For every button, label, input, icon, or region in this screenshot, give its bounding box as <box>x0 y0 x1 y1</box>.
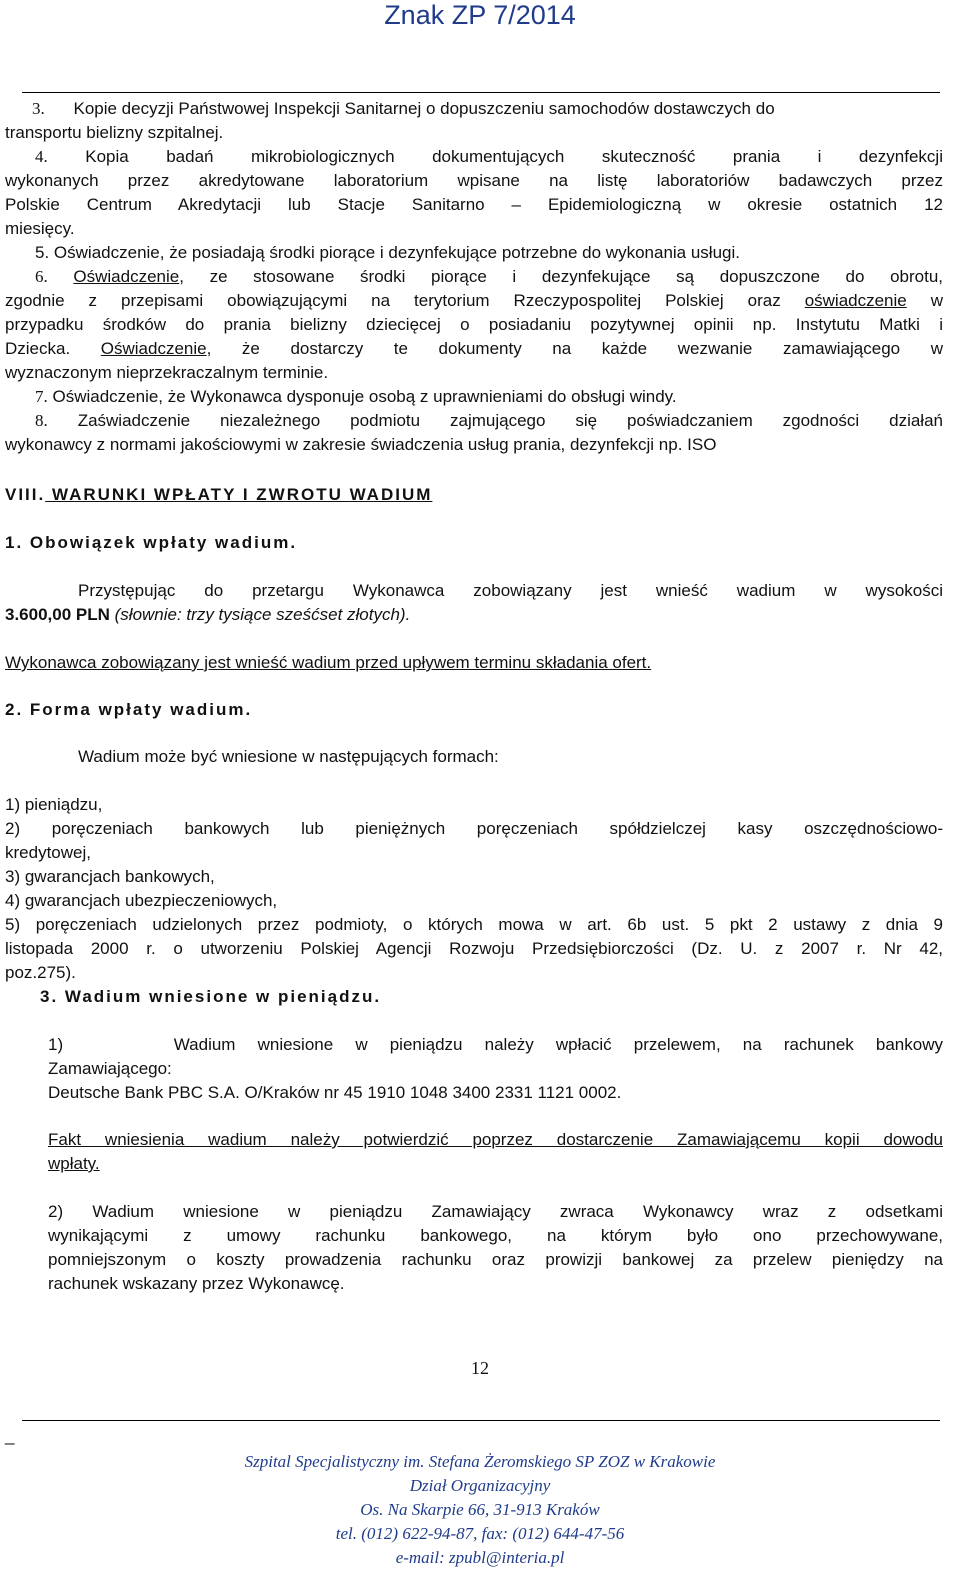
subsection-3-heading: 3. Wadium wniesione w pieniądzu. <box>40 987 382 1006</box>
deposit-amount-line <box>5 603 410 627</box>
refund-paragraph-line-3: pomniejszonym o koszty prowadzenia rachunku oraz prowizji bankowej za przelew pieniędzy na <box>48 1250 943 1269</box>
refund-paragraph-line-1: 2) Wadium wniesione w pieniądzu Zamawiający zwraca Wykonawcy wraz z odsetkami <box>48 1202 943 1221</box>
footer-address: Os. Na Skarpie 66, 31-913 Kraków <box>360 1500 600 1519</box>
cash-deposit-paragraph: 1) Wadium wniesione w pieniądzu należy wpłacić przelewem, na rachunek bankowy <box>48 1035 943 1054</box>
item-6-line-2: zgodnie z przepisami obowiązującymi na terytorium Rzeczypospolitej Polskiej oraz oświadczenie w <box>5 291 943 310</box>
form-item-2: 2) poręczeniach bankowych lub pieniężnych poręczeniach spółdzielczej kasy oszczędnościowo- <box>5 819 943 838</box>
underlined-term: Oświadczenie <box>100 339 207 358</box>
item-8-line-2: wykonawcy z normami jakościowymi w zakresie świadczenia usług prania, dezynfekcji np. ISO <box>5 435 717 454</box>
item-number: 5. <box>35 243 50 262</box>
form-item-1: 1) pieniądzu, <box>5 795 103 814</box>
item-3-cont: transportu bielizny szpitalnej. <box>5 123 224 142</box>
item-4 <box>35 145 943 169</box>
footer-email: e-mail: zpubl@interia.pl <box>395 1548 565 1567</box>
footer-department: Dział Organizacyjny <box>409 1476 551 1495</box>
item-6-line-3: przypadku środków do prania bielizny dziecięcej o posiadaniu pozytywnej opinii np. Instytutu Matki i <box>5 315 943 334</box>
footer-phone-fax: tel. (012) 622-94-87, fax: (012) 644-47-56 <box>335 1524 625 1543</box>
proof-note-cont: wpłaty. <box>48 1154 100 1173</box>
footnote-mark: _ <box>5 1426 15 1445</box>
item-text: Kopia badań mikrobiologicznych dokumentujących skuteczność prania i dezynfekcji <box>85 147 943 166</box>
item-number: 3. <box>32 99 45 118</box>
cash-deposit-paragraph-cont: Zamawiającego: <box>48 1059 172 1078</box>
item-number: 6. <box>35 267 48 286</box>
item-4-line-4: miesięcy. <box>5 219 75 238</box>
deposit-deadline-note: Wykonawca zobowiązany jest wnieść wadium przed upływem terminu składania ofert. <box>5 653 652 672</box>
item-6 <box>35 265 943 289</box>
section-heading <box>5 483 432 507</box>
item-text: Kopie decyzji Państwowej Inspekcji Sanitarnej o dopuszczeniu samochodów dostawczych do <box>73 99 775 118</box>
item-number: 7. <box>35 387 48 406</box>
form-item-3: 3) gwarancjach bankowych, <box>5 867 215 886</box>
form-item-5-line-2: listopada 2000 r. o utworzeniu Polskiej Agencji Rozwoju Przedsiębiorczości (Dz. U. z 2007 r. Nr 42, <box>5 939 943 958</box>
refund-paragraph-line-2: wynikającymi z umowy rachunku bankowego, na którym było ono przechowywane, <box>48 1226 943 1245</box>
subsection-2-heading: 2. Forma wpłaty wadium. <box>5 700 253 719</box>
item-8 <box>35 409 943 433</box>
refund-paragraph-line-4: rachunek wskazany przez Wykonawcę. <box>48 1274 345 1293</box>
header-rule <box>22 92 940 93</box>
item-5 <box>35 241 740 265</box>
item-number: 8. <box>35 411 48 430</box>
proof-note: Fakt wniesienia wadium należy potwierdzić poprzez dostarczenie Zamawiającemu kopii dowodu <box>48 1130 943 1149</box>
section-number: VIII. <box>5 485 46 504</box>
item-text: , ze stosowane środki piorące i dezynfekujące są dopuszczone do obrotu, <box>179 267 943 286</box>
item-text: Oświadczenie, że posiadają środki piorące i dezynfekujące potrzebne do wykonania usługi. <box>53 243 740 262</box>
subsection-1-heading: 1. Obowiązek wpłaty wadium. <box>5 533 298 552</box>
underlined-term: oświadczenie <box>804 291 907 310</box>
section-title: WARUNKI WPŁATY I ZWROTU WADIUM <box>45 485 433 504</box>
footer-hospital-name: Szpital Specjalistyczny im. Stefana Żeromskiego SP ZOZ w Krakowie <box>244 1452 716 1471</box>
bank-account: Deutsche Bank PBC S.A. O/Kraków nr 45 1910 1048 3400 2331 1121 0002. <box>48 1083 622 1102</box>
item-6-line-5: wyznaczonym nieprzekraczalnym terminie. <box>5 363 329 382</box>
footer-rule <box>22 1420 940 1421</box>
item-number: 4. <box>35 147 48 166</box>
form-item-5: 5) poręczeniach udzielonych przez podmioty, o których mowa w art. 6b ust. 5 pkt 2 ustawy z dnia 9 <box>5 915 943 934</box>
page-number: 12 <box>471 1358 489 1378</box>
item-text: Oświadczenie, że Wykonawca dysponuje osobą z uprawnieniami do obsługi windy. <box>52 387 677 406</box>
header-title: Znak ZP 7/2014 <box>384 0 576 30</box>
item-4-line-2: wykonanych przez akredytowane laboratorium wpisane na listę laboratoriów badawczych przez <box>5 171 943 190</box>
deposit-amount: 3.600,00 PLN <box>5 605 110 624</box>
form-item-4: 4) gwarancjach ubezpieczeniowych, <box>5 891 278 910</box>
deposit-amount-words: (słownie: trzy tysiące sześćset złotych). <box>109 605 411 624</box>
form-item-2-cont: kredytowej, <box>5 843 91 862</box>
underlined-term: Oświadczenie <box>73 267 180 286</box>
item-3 <box>32 97 775 121</box>
item-7 <box>35 385 677 409</box>
forms-intro: Wadium może być wniesione w następujących formach: <box>78 747 499 766</box>
item-4-line-3: Polskie Centrum Akredytacji lub Stacje Sanitarno – Epidemiologiczną w okresie ostatnich 12 <box>5 195 943 214</box>
item-6-line-4: Dziecka. Oświadczenie, że dostarczy te dokumenty na każde wezwanie zamawiającego w <box>5 339 943 358</box>
deposit-paragraph: Przystępując do przetargu Wykonawca zobowiązany jest wnieść wadium w wysokości <box>78 581 943 600</box>
item-text: Zaświadczenie niezależnego podmiotu zajmującego się poświadczaniem zgodności działań <box>77 411 943 430</box>
form-item-5-line-3: poz.275). <box>5 963 76 982</box>
